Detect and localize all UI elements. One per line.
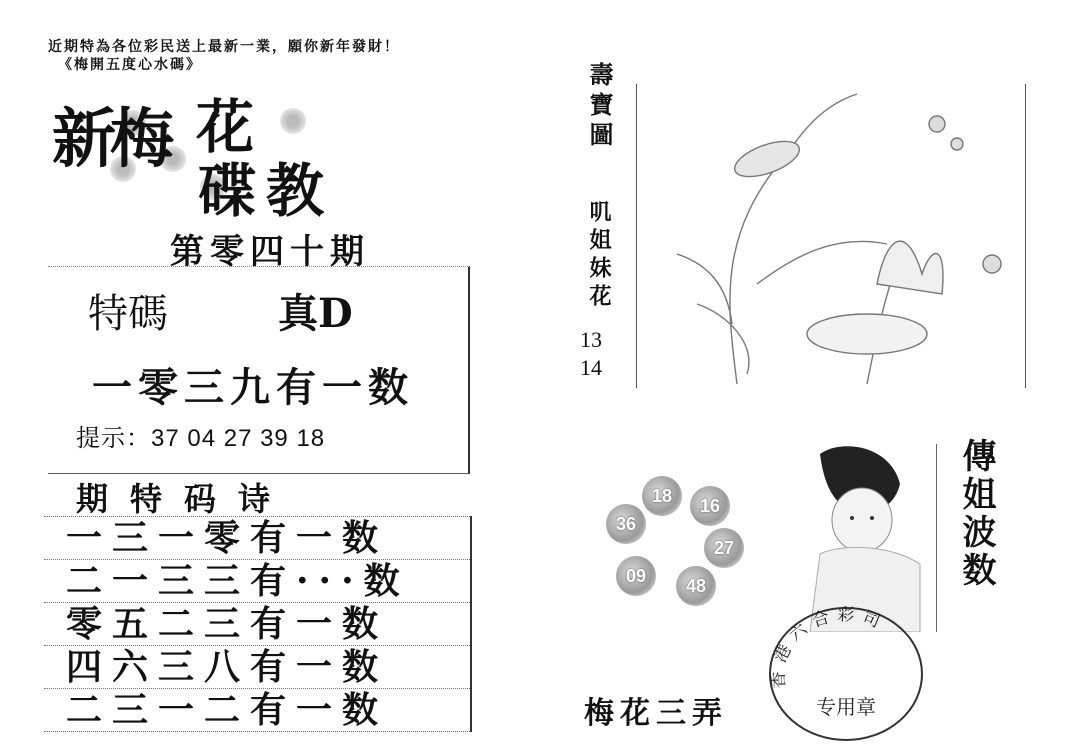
seal-ring-text: 香港六合彩司 [768, 604, 890, 689]
poem-line: 二三一二有一数 [44, 688, 470, 732]
meihua-label: 梅花三弄 [584, 696, 728, 731]
number-ball: 48 [676, 566, 716, 606]
shoubao-label: 壽寶圖 [585, 62, 614, 152]
side-number-1: 13 [580, 327, 602, 352]
poem-line: 四六三八有一数 [44, 645, 470, 688]
poem-title: 期特码诗 [76, 480, 293, 518]
tema-label: 特碼 [88, 291, 168, 337]
flower-illustration [636, 84, 1026, 388]
side-number-2: 14 [580, 355, 602, 380]
sisters-label: 叽姐妹花 [586, 200, 612, 312]
poem-line: 一三一零有一数 [44, 516, 470, 559]
poem-list [44, 516, 472, 732]
seal-drawing [764, 596, 928, 746]
title-char-hua: 花 [196, 93, 255, 161]
company-seal [764, 596, 928, 746]
svg-text:香港六合彩司 [769, 605, 890, 689]
lotus-bird-drawing [637, 84, 1025, 388]
poem-line: 零五二三有一数 [44, 602, 470, 645]
number-ball: 16 [690, 486, 730, 526]
title-char-xinmei: 新梅 [52, 102, 168, 177]
poem-line: 二一三三有···数 [44, 559, 470, 602]
jiebo-label: 傳姐波数 [956, 438, 996, 590]
side-numbers [580, 326, 602, 382]
number-ball: 27 [704, 528, 744, 568]
number-ball: 36 [606, 504, 646, 544]
hint-text: 提示：37 04 27 39 18 [76, 425, 326, 452]
number-ball: 18 [642, 476, 682, 516]
intro-line-2: 《梅開五度心水碼》 [58, 57, 202, 73]
tema-value: 真D [278, 290, 353, 337]
intro-line-1: 近期特為各位彩民送上最新一業，願你新年發財！ [48, 39, 400, 55]
title-char-diejiao: 碟教 [198, 157, 335, 225]
seal-center-text: 专用章 [816, 695, 876, 719]
title-logo [48, 78, 388, 225]
issue-number: 第零四十期 [170, 232, 370, 272]
tema-line: 一零三九有一数 [92, 364, 414, 411]
number-ball: 09 [616, 556, 656, 596]
